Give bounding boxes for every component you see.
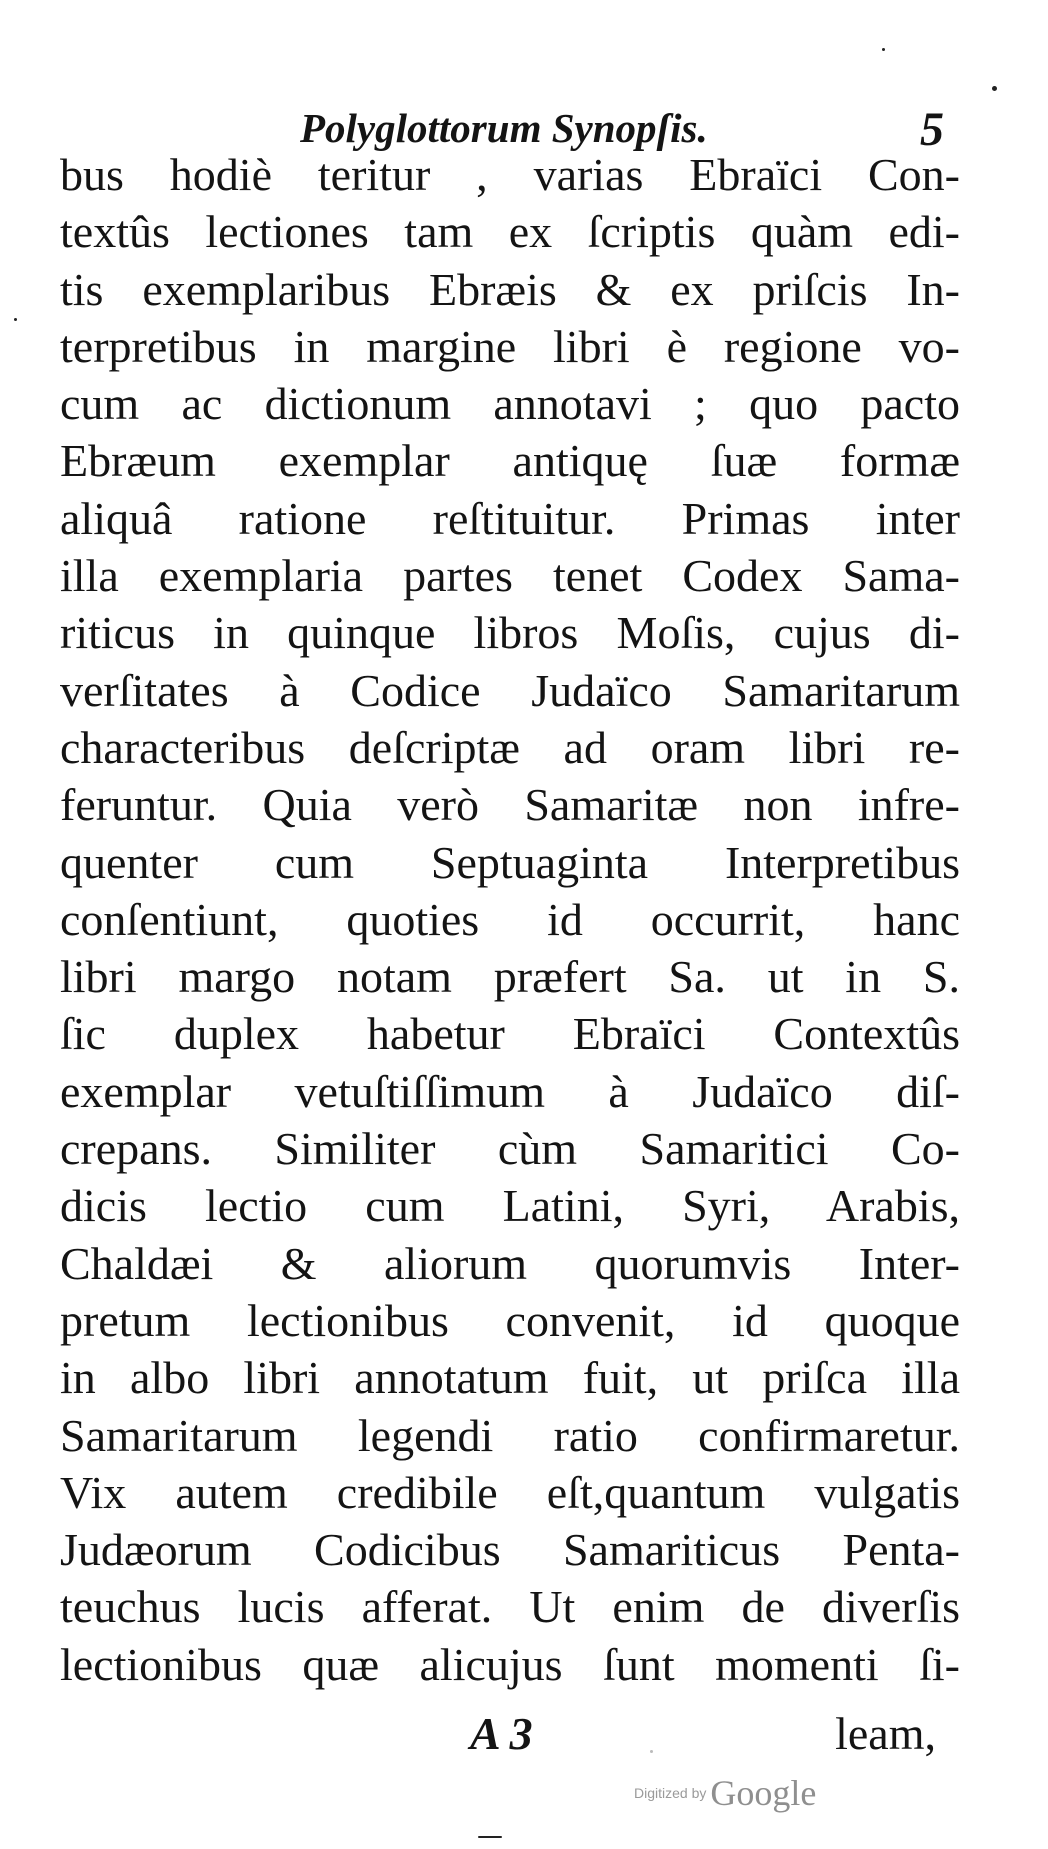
scan-speck <box>14 318 17 321</box>
text-line: feruntur. Quia verò Samaritæ non infre- <box>60 779 960 831</box>
scan-speck <box>650 1750 653 1753</box>
text-line: lectionibus quæ alicujus ſunt momenti ſi- <box>60 1638 960 1690</box>
signature-mark: A 3 <box>470 1708 533 1759</box>
watermark-brand: Google <box>710 1773 817 1813</box>
body-text <box>60 146 960 1693</box>
scan-speck <box>478 1836 502 1838</box>
text-line: verſitates à Codice Judaïco Samaritarum <box>60 664 960 716</box>
text-line: ſic duplex habetur Ebraïci Contextûs <box>60 1008 960 1060</box>
text-line: illa exemplaria partes tenet Codex Sama- <box>60 550 960 602</box>
text-line: Samaritarum legendi ratio confirmaretur. <box>60 1409 960 1461</box>
text-line: dicis lectio cum Latini, Syri, Arabis, <box>60 1180 960 1232</box>
text-line: libri margo notam præfert Sa. ut in S. <box>60 951 960 1003</box>
digitization-watermark <box>634 1772 816 1814</box>
scan-speck <box>882 48 885 51</box>
text-line: characteribus deſcriptæ ad oram libri re- <box>60 721 960 773</box>
page-number: 5 <box>920 103 944 156</box>
text-line: Vix autem credibile eſt,quantum vulgatis <box>60 1466 960 1518</box>
text-line: crepans. Similiter cùm Samaritici Co- <box>60 1123 960 1175</box>
text-line: tis exemplaribus Ebræis & ex priſcis In- <box>60 263 960 315</box>
text-line: cum ac dictionum annotavi ; quo pacto <box>60 378 960 430</box>
running-title: Polyglottorum Synopſis. <box>300 105 708 151</box>
text-line: Ebræum exemplar antiquę ſuæ formæ <box>60 435 960 487</box>
watermark-prefix: Digitized by <box>634 1785 707 1801</box>
text-line: Judæorum Codicibus Samariticus Penta- <box>60 1524 960 1576</box>
text-line: aliquâ ratione reſtituitur. Primas inter <box>60 492 960 544</box>
text-line: textûs lectiones tam ex ſcriptis quàm edi- <box>60 206 960 258</box>
text-line: bus hodiè teritur , varias Ebraïci Con- <box>60 149 960 200</box>
text-line: terpretibus in margine libri è regione vo- <box>60 320 960 372</box>
page-footer <box>60 1705 960 1763</box>
text-line: pretum lectionibus convenit, id quoque <box>60 1294 960 1346</box>
catchword: leam, <box>835 1708 936 1759</box>
text-line: teuchus lucis afferat. Ut enim de diverſis <box>60 1581 960 1633</box>
scan-speck <box>992 86 997 91</box>
text-line: in albo libri annotatum fuit, ut priſca illa <box>60 1352 960 1404</box>
text-line: quenter cum Septuaginta Interpretibus <box>60 836 960 888</box>
text-line: conſentiunt, quoties id occurrit, hanc <box>60 893 960 945</box>
text-line: riticus in quinque libros Moſis, cujus di- <box>60 607 960 659</box>
text-line: Chaldæi & aliorum quorumvis Inter- <box>60 1237 960 1289</box>
text-line: exemplar vetuſtiſſimum à Judaïco diſ- <box>60 1065 960 1117</box>
